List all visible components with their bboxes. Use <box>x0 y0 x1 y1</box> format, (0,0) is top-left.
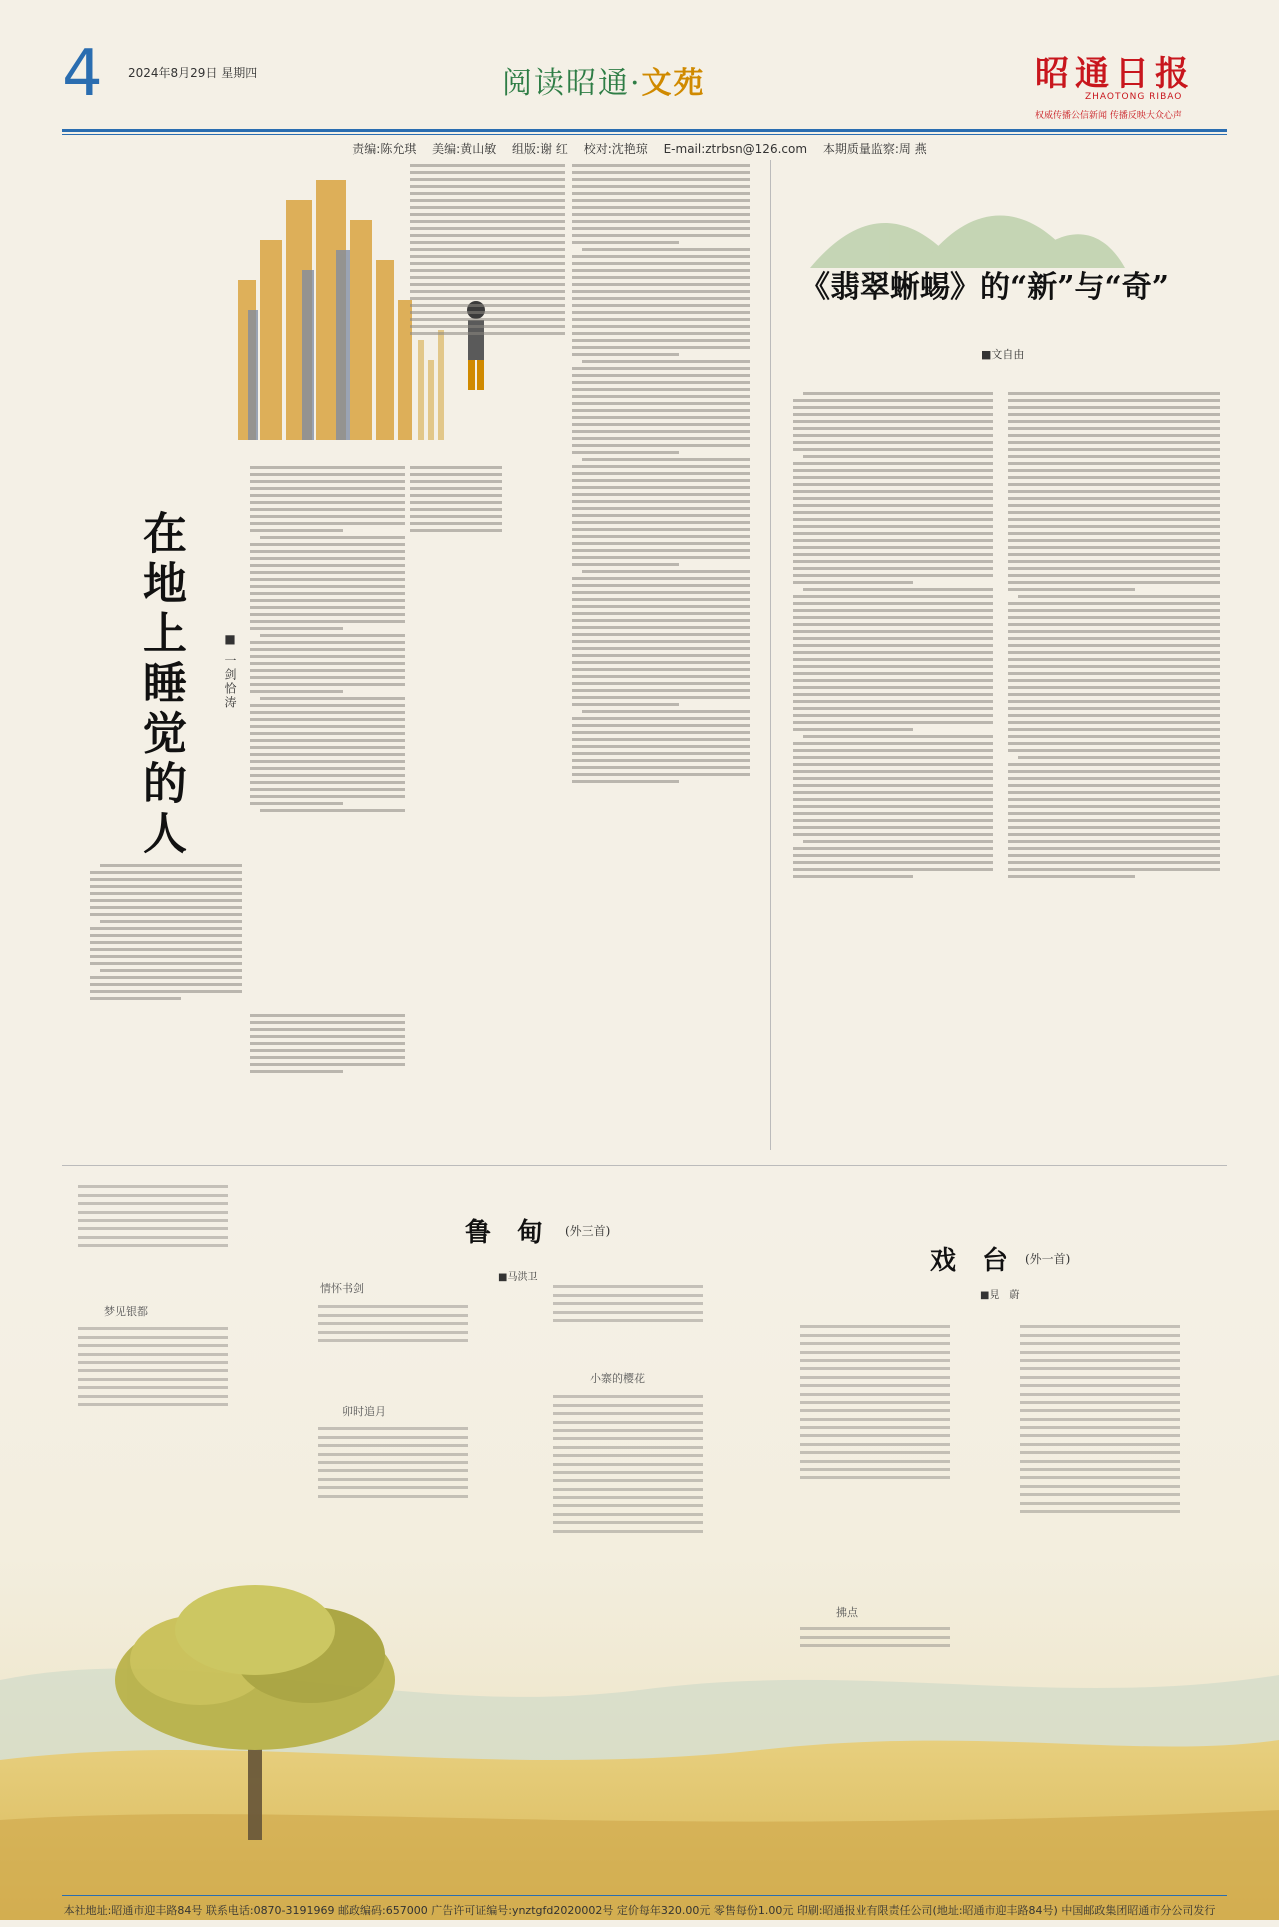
poem1-author: ■马洪卫 <box>498 1272 538 1283</box>
poem1-column-3 <box>553 1280 703 1327</box>
poem1-column-3b <box>553 1390 703 1538</box>
credit-layout: 组版:谢 红 <box>512 142 568 156</box>
issue-date: 2024年8月29日 星期四 <box>128 66 258 80</box>
credit-supervisor: 本期质量监察:周 燕 <box>822 142 927 156</box>
footer-printer: 印刷:昭通报业有限责任公司(地址:昭通市迎丰路84号) <box>796 1904 1058 1917</box>
newspaper-slogan: 权威传播公信新闻 传播反映大众心声 <box>1035 111 1182 121</box>
header-rule <box>62 129 1227 132</box>
article1-author: ■ 一剑恰涛 <box>223 632 237 710</box>
credits-line <box>0 140 1279 157</box>
footer-price-year: 定价每年320.00元 <box>616 1904 711 1917</box>
article1-column-3 <box>250 1010 405 1077</box>
newspaper-logo-en: ZHAOTONG RIBAO <box>1085 92 1183 102</box>
poem1-heading-1: 梦见银都 <box>104 1305 148 1318</box>
footer-address: 本社地址:昭通市迎丰路84号 <box>63 1904 203 1917</box>
footer-rule <box>62 1895 1227 1896</box>
article2-column-1 <box>793 388 993 882</box>
poem2-author: ■見 蔚 <box>980 1290 1020 1301</box>
poem1-title: 鲁 甸 <box>465 1218 544 1248</box>
poem1-heading-4: 小寨的樱花 <box>590 1372 645 1385</box>
section-title <box>502 58 706 102</box>
poem2-column-2 <box>1020 1320 1180 1518</box>
poem1-heading-3: 卯时追月 <box>342 1405 386 1418</box>
poem1-heading-2: 情怀书剑 <box>320 1282 364 1295</box>
poem1-column-2b <box>318 1422 468 1503</box>
section-divider <box>62 1165 1227 1166</box>
article2-title: 《翡翠蜥蜴》的“新”与“奇” <box>800 270 1170 305</box>
poem1-column-1 <box>78 1180 228 1253</box>
poem2-column-1b <box>800 1622 950 1653</box>
footer-postal: 邮政编码:657000 <box>338 1904 428 1917</box>
footer-price-copy: 零售每份1.00元 <box>713 1904 794 1917</box>
poem2-heading-1: 拂点 <box>836 1606 858 1619</box>
poem1-column-1b <box>78 1322 228 1411</box>
poem2-subtitle: (外一首) <box>1025 1252 1071 1266</box>
poem2-column-1 <box>800 1320 950 1485</box>
article2-column-2 <box>1008 388 1220 882</box>
footer-info <box>0 1902 1279 1918</box>
footer-phone: 联系电话:0870-3191969 <box>205 1904 335 1917</box>
article1-column-2 <box>410 462 502 536</box>
column-divider <box>770 160 771 1150</box>
newspaper-logo: 昭通日报 <box>1035 54 1195 94</box>
article1-column-4 <box>410 160 565 339</box>
article1-column-5 <box>572 160 750 787</box>
section-dot: · <box>630 66 642 101</box>
credit-art: 美编:黄山敏 <box>432 142 497 156</box>
section-name: 阅读昭通 <box>502 66 630 101</box>
article1-column-1 <box>250 462 405 816</box>
footer-distributor: 中国邮政集团昭通市分公司发行 <box>1061 1904 1216 1917</box>
section-literature: 文苑 <box>641 66 706 101</box>
credit-proof: 校对:沈艳琼 <box>583 142 648 156</box>
credit-email[interactable]: E-mail:ztrbsn@126.com <box>663 142 808 156</box>
credit-editor: 责编:陈允琪 <box>352 142 417 156</box>
poem2-title: 戏 台 <box>930 1246 1009 1276</box>
poem1-column-2 <box>318 1300 468 1347</box>
article1-column-intro <box>90 860 242 1004</box>
article1-title: 在地上睡觉的人 <box>135 510 186 860</box>
footer-license: 广告许可证编号:ynztgfd2020002号 <box>431 1904 614 1917</box>
article2-author: ■文自由 <box>981 348 1025 361</box>
poem1-subtitle: (外三首) <box>565 1224 611 1238</box>
page-number: 4 <box>62 37 103 111</box>
header-rule-thin <box>62 134 1227 135</box>
